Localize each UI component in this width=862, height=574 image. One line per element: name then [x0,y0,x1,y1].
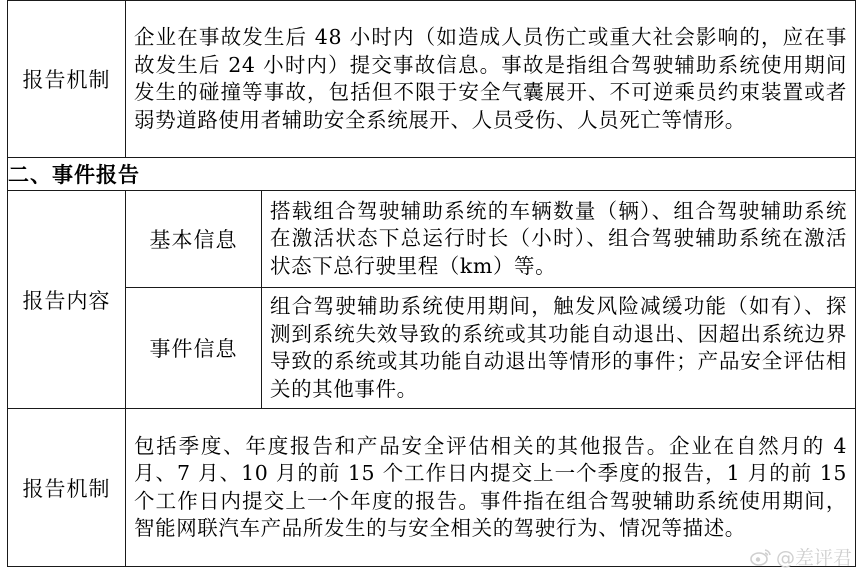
mechanism-1-text: 企业在事故发生后 48 小时内（如造成人员伤亡或重大社会影响的，应在事故发生后 24 小时内）提交事故信息。事故是指组合驾驶辅助系统使用期间发生的碰撞等事故，包括但不限于安全气囊展开、不可逆乘员约束装置或者弱势道路使用者辅助安全系统展开、人员受伤、人员死亡等情形。 [134,25,847,132]
report-table [7,0,856,567]
row-label-mechanism-2: 报告机制 [8,409,126,567]
sub-label-event-info: 事件信息 [126,288,262,409]
basic-info-cell [262,191,856,288]
row-content-mechanism-2 [126,409,856,567]
row-label-mechanism-1: 报告机制 [8,1,126,158]
table-row-basic-info [8,191,856,288]
mechanism-2-text: 包括季度、年度报告和产品安全评估相关的其他报告。企业在自然月的 4 月、7 月、10 月的前 15 个工作日内提交上一个季度的报告，1 月的前 15 个工作日内提交上一个年度的报告。事件指在组合驾驶辅助系统使用期间，智能网联汽车产品所发生的与安全相关的驾驶行为、情况等描述。 [134,433,847,540]
table-row-mechanism-1 [8,1,856,158]
sub-label-basic-info: 基本信息 [126,191,262,288]
event-info-text: 组合驾驶辅助系统使用期间，触发风险减缓功能（如有）、探测到系统失效导致的系统或其功能自动退出、因超出系统边界导致的系统或其功能自动退出等情形的事件；产品安全评估相关的其他事件。 [270,294,847,401]
event-info-cell [262,288,856,409]
row-label-report-content: 报告内容 [8,191,126,409]
table-row-section-title [8,158,856,191]
table-row-event-info [8,288,856,409]
section-title: 二、事件报告 [8,158,856,191]
row-content-mechanism-1 [126,1,856,158]
watermark-text: @差评君 [775,547,852,569]
table-row-mechanism-2 [8,409,856,567]
basic-info-text: 搭载组合驾驶辅助系统的车辆数量（辆）、组合驾驶辅助系统在激活状态下总运行时长（小时）、组合驾驶辅助系统在激活状态下总行驶里程（km）等。 [270,198,847,278]
